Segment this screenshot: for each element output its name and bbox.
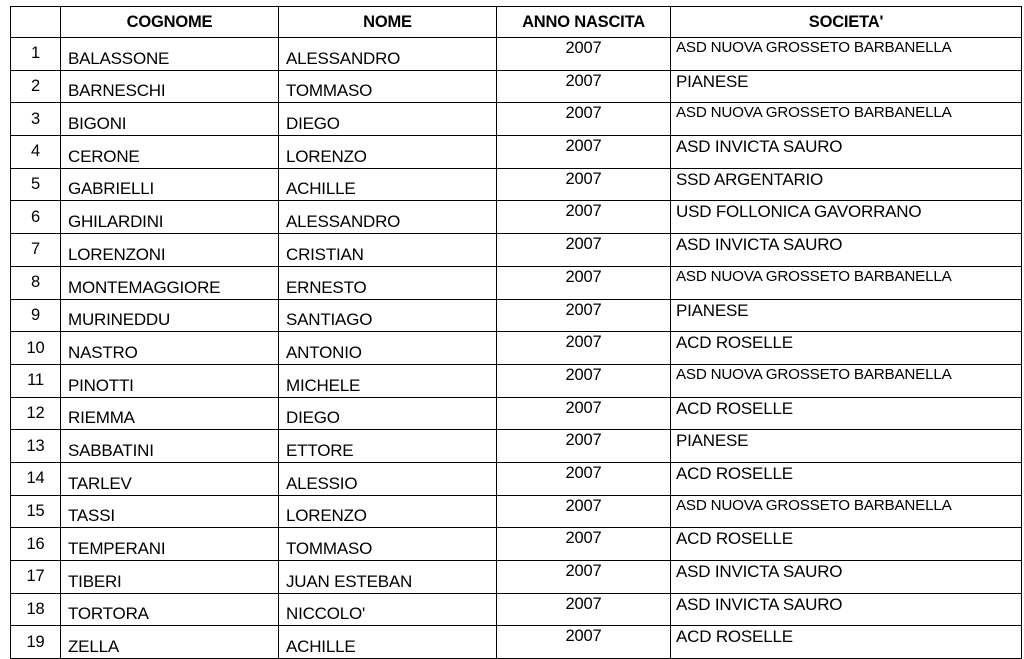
name-cell: ACHILLE	[279, 626, 497, 659]
table-row	[11, 397, 1022, 430]
birth-year-cell: 2007	[497, 234, 671, 267]
header-name: NOME	[279, 7, 497, 38]
name-cell: LORENZO	[279, 136, 497, 169]
name-cell: ALESSANDRO	[279, 201, 497, 234]
club-cell: USD FOLLONICA GAVORRANO	[671, 201, 1022, 234]
table-row	[11, 364, 1022, 397]
birth-year-cell: 2007	[497, 397, 671, 430]
surname-cell: RIEMMA	[61, 397, 279, 430]
name-cell: TOMMASO	[279, 70, 497, 103]
surname-cell: TASSI	[61, 495, 279, 528]
surname-cell: TEMPERANI	[61, 528, 279, 561]
birth-year-cell: 2007	[497, 593, 671, 626]
club-cell: ACD ROSELLE	[671, 462, 1022, 495]
surname-cell: TORTORA	[61, 593, 279, 626]
club-cell: SSD ARGENTARIO	[671, 168, 1022, 201]
club-cell: ASD INVICTA SAURO	[671, 136, 1022, 169]
header-club: SOCIETA'	[671, 7, 1022, 38]
row-number: 8	[11, 266, 61, 299]
surname-cell: LORENZONI	[61, 234, 279, 267]
club-cell: ASD NUOVA GROSSETO BARBANELLA	[671, 495, 1022, 528]
club-cell: PIANESE	[671, 430, 1022, 463]
surname-cell: CERONE	[61, 136, 279, 169]
surname-cell: BARNESCHI	[61, 70, 279, 103]
header-row	[11, 7, 1022, 38]
surname-cell: TIBERI	[61, 561, 279, 594]
name-cell: DIEGO	[279, 397, 497, 430]
birth-year-cell: 2007	[497, 364, 671, 397]
row-number: 1	[11, 38, 61, 71]
club-cell: PIANESE	[671, 299, 1022, 332]
birth-year-cell: 2007	[497, 495, 671, 528]
birth-year-cell: 2007	[497, 70, 671, 103]
surname-cell: TARLEV	[61, 462, 279, 495]
birth-year-cell: 2007	[497, 462, 671, 495]
table-row	[11, 561, 1022, 594]
table-row	[11, 234, 1022, 267]
name-cell: MICHELE	[279, 364, 497, 397]
surname-cell: PINOTTI	[61, 364, 279, 397]
row-number: 13	[11, 430, 61, 463]
row-number: 17	[11, 561, 61, 594]
name-cell: ANTONIO	[279, 332, 497, 365]
name-cell: TOMMASO	[279, 528, 497, 561]
surname-cell: NASTRO	[61, 332, 279, 365]
surname-cell: SABBATINI	[61, 430, 279, 463]
birth-year-cell: 2007	[497, 168, 671, 201]
club-cell: ACD ROSELLE	[671, 332, 1022, 365]
club-cell: ASD INVICTA SAURO	[671, 234, 1022, 267]
birth-year-cell: 2007	[497, 561, 671, 594]
birth-year-cell: 2007	[497, 626, 671, 659]
row-number: 5	[11, 168, 61, 201]
surname-cell: GHILARDINI	[61, 201, 279, 234]
table-row	[11, 201, 1022, 234]
row-number: 14	[11, 462, 61, 495]
table-row	[11, 266, 1022, 299]
club-cell: ASD INVICTA SAURO	[671, 561, 1022, 594]
birth-year-cell: 2007	[497, 201, 671, 234]
birth-year-cell: 2007	[497, 299, 671, 332]
name-cell: ALESSANDRO	[279, 38, 497, 71]
birth-year-cell: 2007	[497, 266, 671, 299]
birth-year-cell: 2007	[497, 528, 671, 561]
table-row	[11, 430, 1022, 463]
header-number	[11, 7, 61, 38]
row-number: 4	[11, 136, 61, 169]
row-number: 10	[11, 332, 61, 365]
row-number: 11	[11, 364, 61, 397]
name-cell: ETTORE	[279, 430, 497, 463]
row-number: 16	[11, 528, 61, 561]
row-number: 18	[11, 593, 61, 626]
table-row	[11, 528, 1022, 561]
table-row	[11, 168, 1022, 201]
surname-cell: ZELLA	[61, 626, 279, 659]
name-cell: ERNESTO	[279, 266, 497, 299]
surname-cell: MONTEMAGGIORE	[61, 266, 279, 299]
club-cell: ASD INVICTA SAURO	[671, 593, 1022, 626]
table-row	[11, 332, 1022, 365]
header-surname: COGNOME	[61, 7, 279, 38]
birth-year-cell: 2007	[497, 136, 671, 169]
birth-year-cell: 2007	[497, 103, 671, 136]
row-number: 7	[11, 234, 61, 267]
row-number: 6	[11, 201, 61, 234]
name-cell: NICCOLO'	[279, 593, 497, 626]
name-cell: ALESSIO	[279, 462, 497, 495]
club-cell: PIANESE	[671, 70, 1022, 103]
birth-year-cell: 2007	[497, 332, 671, 365]
table-body	[11, 38, 1022, 659]
name-cell: ACHILLE	[279, 168, 497, 201]
table-row	[11, 495, 1022, 528]
name-cell: JUAN ESTEBAN	[279, 561, 497, 594]
table-row	[11, 462, 1022, 495]
name-cell: LORENZO	[279, 495, 497, 528]
name-cell: CRISTIAN	[279, 234, 497, 267]
club-cell: ASD NUOVA GROSSETO BARBANELLA	[671, 103, 1022, 136]
birth-year-cell: 2007	[497, 38, 671, 71]
players-table	[10, 6, 1022, 659]
club-cell: ASD NUOVA GROSSETO BARBANELLA	[671, 38, 1022, 71]
row-number: 2	[11, 70, 61, 103]
name-cell: SANTIAGO	[279, 299, 497, 332]
surname-cell: MURINEDDU	[61, 299, 279, 332]
table-row	[11, 299, 1022, 332]
row-number: 9	[11, 299, 61, 332]
table-row	[11, 136, 1022, 169]
club-cell: ASD NUOVA GROSSETO BARBANELLA	[671, 364, 1022, 397]
table-row	[11, 70, 1022, 103]
name-cell: DIEGO	[279, 103, 497, 136]
table-row	[11, 626, 1022, 659]
surname-cell: BALASSONE	[61, 38, 279, 71]
birth-year-cell: 2007	[497, 430, 671, 463]
club-cell: ACD ROSELLE	[671, 528, 1022, 561]
table-row	[11, 38, 1022, 71]
table-row	[11, 593, 1022, 626]
row-number: 15	[11, 495, 61, 528]
club-cell: ASD NUOVA GROSSETO BARBANELLA	[671, 266, 1022, 299]
header-birth-year: ANNO NASCITA	[497, 7, 671, 38]
surname-cell: GABRIELLI	[61, 168, 279, 201]
surname-cell: BIGONI	[61, 103, 279, 136]
row-number: 12	[11, 397, 61, 430]
club-cell: ACD ROSELLE	[671, 626, 1022, 659]
table-row	[11, 103, 1022, 136]
club-cell: ACD ROSELLE	[671, 397, 1022, 430]
row-number: 19	[11, 626, 61, 659]
row-number: 3	[11, 103, 61, 136]
